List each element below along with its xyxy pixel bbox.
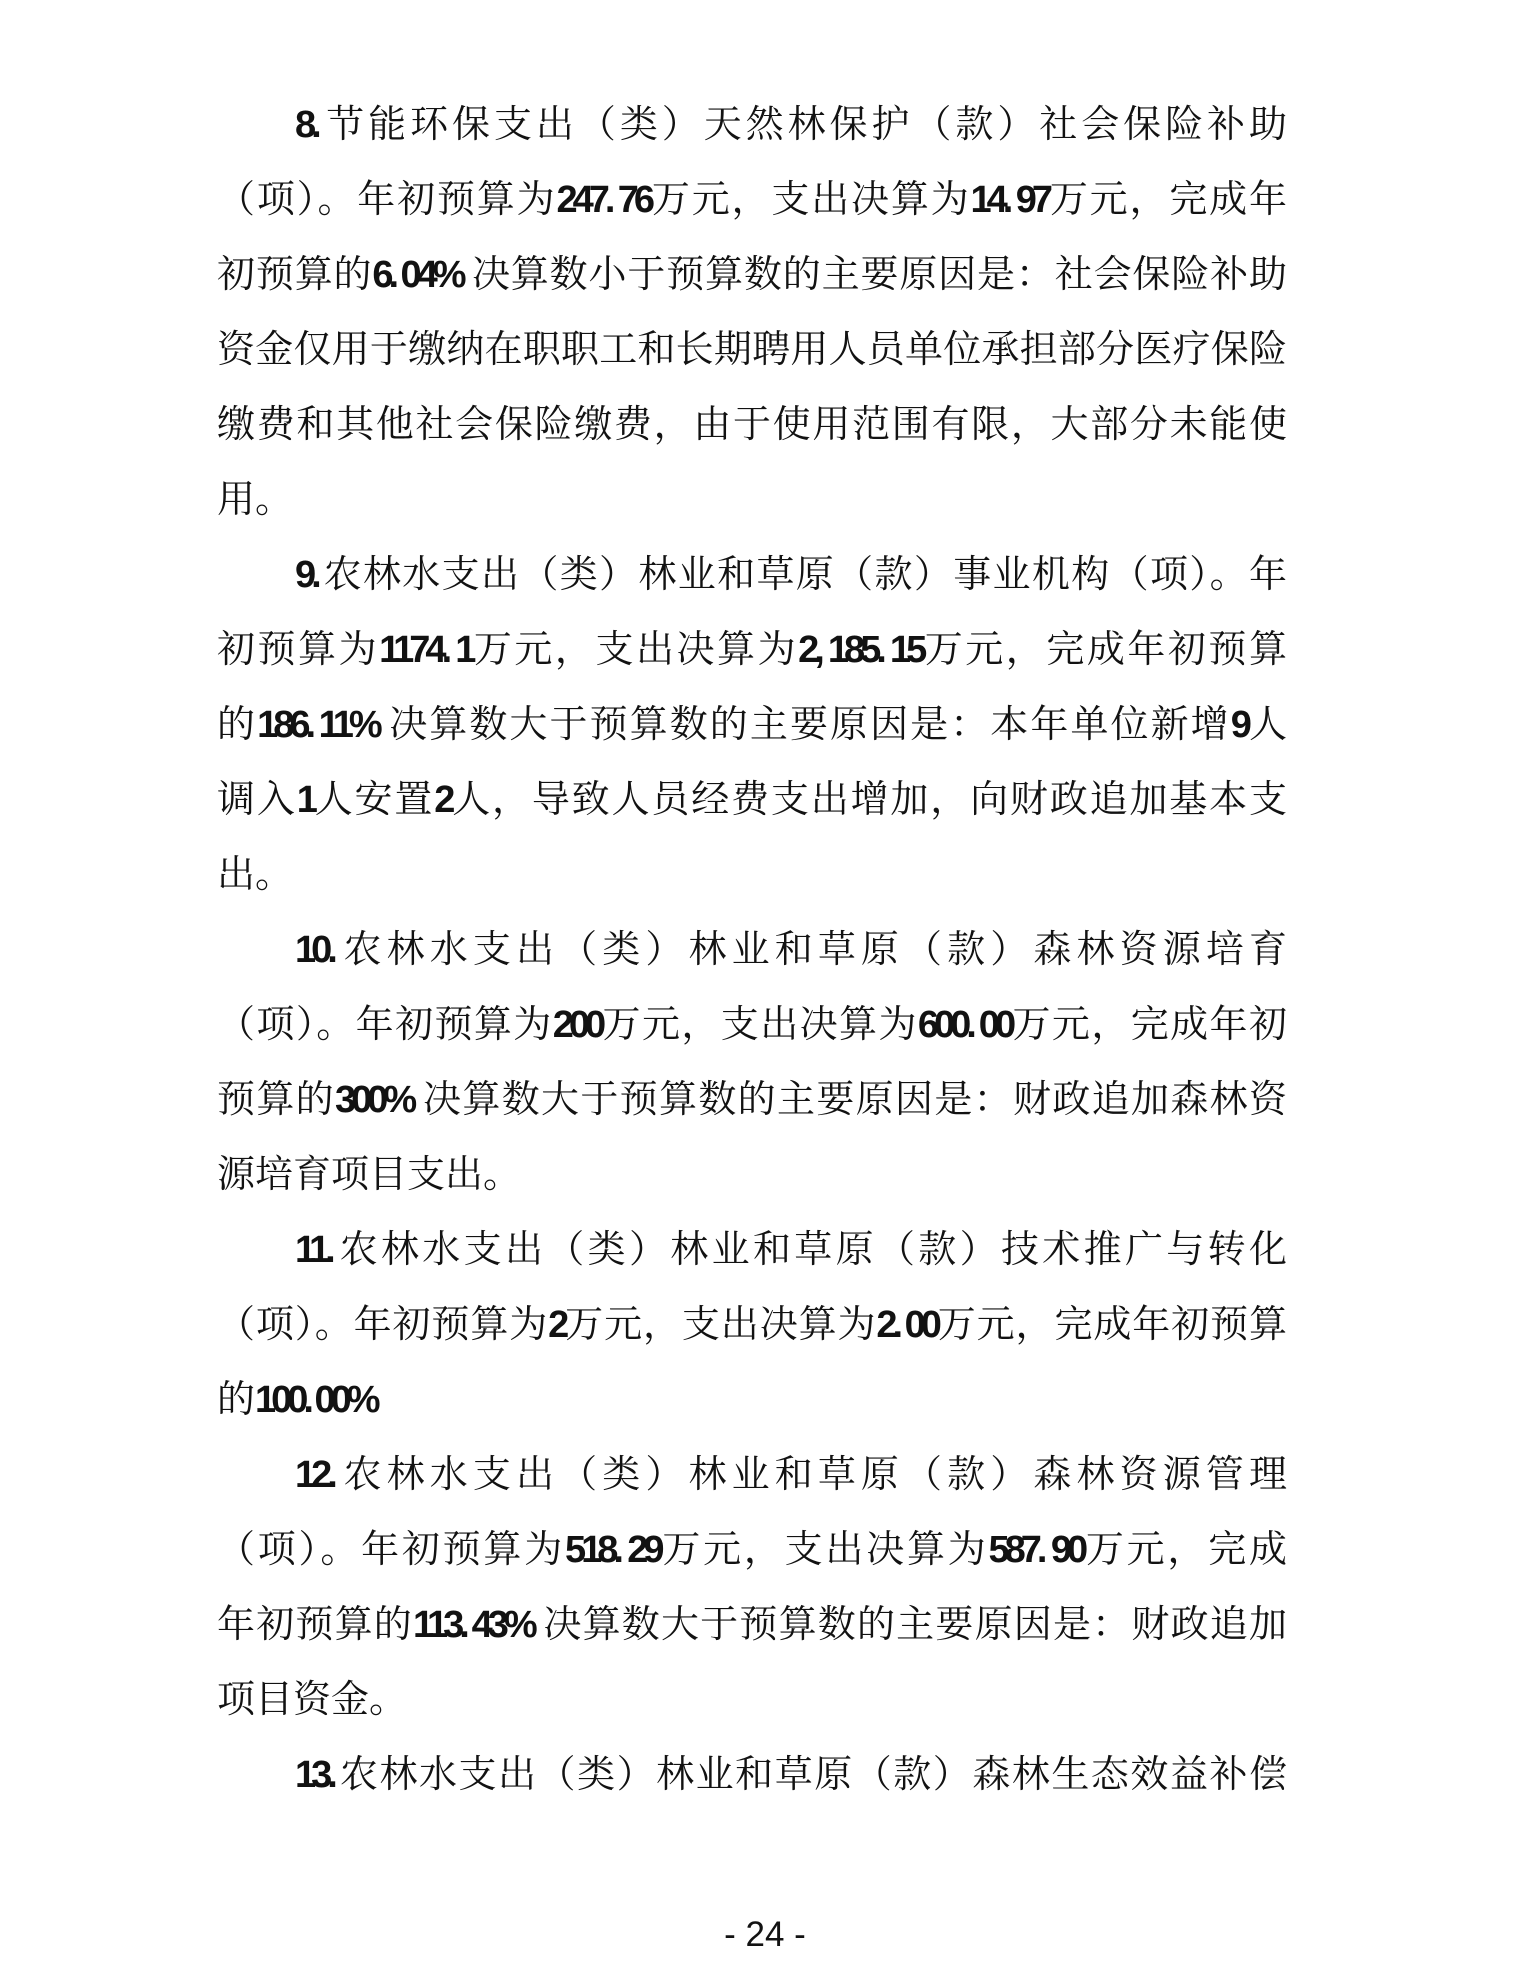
numeric-value: 2, 185. 15 — [798, 629, 923, 671]
numeric-value: 600. 00 — [917, 1004, 1012, 1046]
numeric-value: 1174. 1 — [379, 629, 472, 671]
text-line: （项）。年初预算为200万元，支出决算为600. 00万元，完成年初 — [217, 1004, 1287, 1046]
text-line: （项）。年初预算为2万元，支出决算为2. 00万元，完成年初预算 — [217, 1304, 1287, 1346]
text-line: （项）。年初预算为518. 29万元，支出决算为587. 90万元，完成 — [217, 1529, 1287, 1571]
numeric-value: 200 — [552, 1004, 602, 1046]
text-line: 出。 — [217, 854, 294, 896]
text-line: 9. 农林水支出（类）林业和草原（款）事业机构（项）。年 — [295, 554, 1287, 596]
text-line: 13. 农林水支出（类）林业和草原（款）森林生态效益补偿 — [295, 1754, 1287, 1796]
numeric-value: 186. 11% — [257, 704, 378, 746]
text-line: 11. 农林水支出（类）林业和草原（款）技术推广与转化 — [295, 1229, 1287, 1271]
numeric-value: 247. 76 — [556, 179, 651, 221]
text-line: 用。 — [217, 479, 294, 521]
numeric-value: 8. — [295, 104, 327, 146]
text-line: 初预算的6. 04% 决算数小于预算数的主要原因是：社会保险补助 — [217, 254, 1287, 296]
text-line: 的100. 00% — [217, 1379, 376, 1421]
numeric-value: 113. 43% — [413, 1604, 533, 1646]
text-line: 缴费和其他社会保险缴费，由于使用范围有限，大部分未能使 — [217, 404, 1287, 446]
numeric-value: 2 — [548, 1304, 565, 1346]
numeric-value: 13. — [295, 1754, 340, 1796]
text-line: 调入1人安置2人，导致人员经费支出增加，向财政追加基本支 — [217, 779, 1287, 821]
text-line: 10. 农林水支出（类）林业和草原（款）森林资源培育 — [295, 929, 1287, 971]
text-line: 源培育项目支出。 — [217, 1154, 522, 1196]
numeric-value: 9 — [1230, 704, 1247, 746]
text-line: 资金仅用于缴纳在职职工和长期聘用人员单位承担部分医疗保险 — [217, 329, 1287, 371]
numeric-value: 14. 97 — [970, 179, 1049, 221]
text-line: 预算的300% 决算数大于预算数的主要原因是：财政追加森林资 — [217, 1079, 1287, 1121]
numeric-value: 587. 90 — [988, 1529, 1084, 1571]
text-line: 年初预算的113. 43% 决算数大于预算数的主要原因是：财政追加 — [217, 1604, 1287, 1646]
numeric-value: 11. — [295, 1229, 340, 1271]
text-line: 12. 农林水支出（类）林业和草原（款）森林资源管理 — [295, 1454, 1287, 1496]
numeric-value: 100. 00% — [255, 1379, 376, 1421]
text-block — [217, 88, 1287, 1813]
numeric-value: 9. — [295, 554, 324, 596]
text-line: 初预算为1174. 1万元，支出决算为2, 185. 15万元，完成年初预算 — [217, 629, 1287, 671]
numeric-value: 6. 04% — [372, 254, 462, 296]
numeric-value: 1 — [296, 779, 313, 821]
text-line: （项）。年初预算为247. 76万元，支出决算为14. 97万元，完成年 — [217, 179, 1287, 221]
numeric-value: 518. 29 — [564, 1529, 660, 1571]
numeric-value: 12. — [295, 1454, 344, 1496]
numeric-value: 2 — [434, 779, 451, 821]
text-line: 项目资金。 — [217, 1679, 408, 1721]
numeric-value: 10. — [295, 929, 344, 971]
numeric-value: 2. 00 — [876, 1304, 937, 1346]
numeric-value: 300% — [335, 1079, 413, 1121]
text-line: 8. 节能环保支出（类）天然林保护（款）社会保险补助 — [295, 104, 1287, 146]
text-line: 的186. 11% 决算数大于预算数的主要原因是：本年单位新增9人 — [217, 704, 1287, 746]
page-number: - 24 - — [724, 1915, 806, 1954]
